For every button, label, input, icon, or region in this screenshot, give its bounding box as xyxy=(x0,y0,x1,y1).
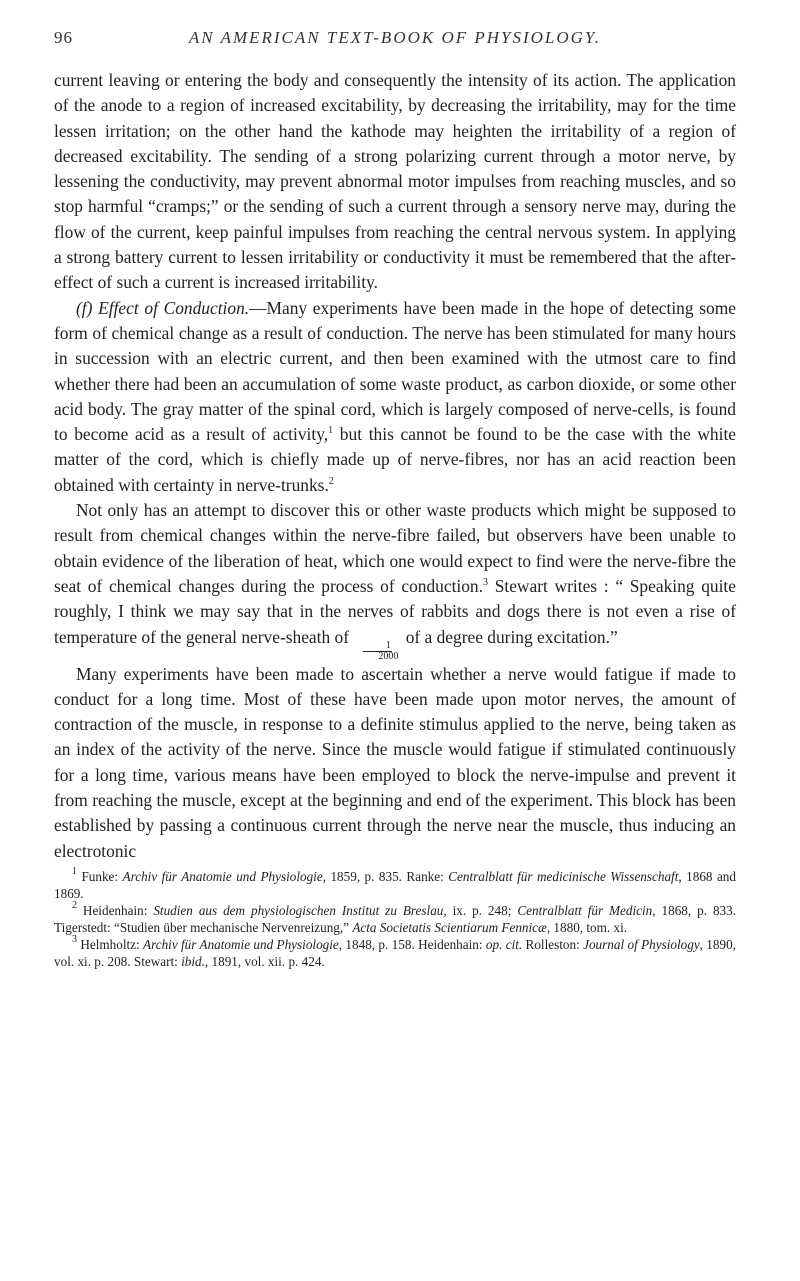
footnote-text: Helmholtz: xyxy=(77,936,144,952)
footnote-2 xyxy=(54,899,737,936)
page-number: 96 xyxy=(54,28,73,47)
paragraph-3 xyxy=(54,498,736,661)
footnote-citation: ibid. xyxy=(181,953,205,969)
paragraph-3-text-b: Stewart writes : “ Speaking quite roughly, I think we may say that in the nerves of rabbits and dogs there is not even a rise of temperature of the general nerve-sheath of xyxy=(54,575,736,647)
footnote-citation: Journal of Physiology xyxy=(583,936,700,952)
footnote-text: , 1891, vol. xii. p. 424. xyxy=(204,953,325,969)
footnote-text: , 1848, p. 158. Heidenhain: xyxy=(338,936,486,952)
running-title: AN AMERICAN TEXT-BOOK OF PHYSIOLOGY. xyxy=(188,28,602,47)
fraction-numerator: 1 xyxy=(363,641,392,652)
paragraph-3-text-c: of a degree during excitation.” xyxy=(401,626,618,647)
fraction xyxy=(356,641,398,662)
footnote-citation: Studien aus dem physiologischen Institut zu Breslau xyxy=(153,902,444,918)
footnote-text: , 1868, p. 833. Tigerstedt: “Studien über mechanische Nervenreizung,” xyxy=(54,902,737,935)
footnote-citation: Archiv für Anatomie und Physiologie xyxy=(122,868,323,884)
footnote-text: Heidenhain: xyxy=(77,902,154,918)
footnote-text: , ix. p. 248; xyxy=(443,902,518,918)
running-header xyxy=(54,28,736,48)
paragraph-2-text-a: —Many experiments have been made in the hope of detecting some form of chemical change as a result of conduction. The nerve has been stimulated for many hours in succession with an electric current, and then been examined with the utmost care to find whether there had been an accumulation of some waste product, as carbon dioxide, or some other acid body. The gray matter of the spinal cord, which is largely composed of nerve-cells, is found to become acid as a result of activity, xyxy=(54,297,736,445)
footnote-text: Funke: xyxy=(77,868,123,884)
paragraph-3-text-a: Not only has an attempt to discover this or other waste products which might be supposed to result from chemical changes within the nerve-fibre failed, but observers have been unable to obtain evidence of the liberation of heat, which one would expect to find were the nerve-fibre the seat of chemical changes during the process of conduction. xyxy=(54,500,736,596)
footnote-citation: op. cit. xyxy=(485,936,523,952)
footnote-mark: 2 xyxy=(72,899,77,911)
footnote-citation: Centralblatt für Medicin xyxy=(517,902,653,918)
paragraph-1: current leaving or entering the body and consequently the intensity of its action. The application of the anode to a region of increased excitability, by decreasing the irritability, may for the time lessen irritation; on the other hand the kathode may heighten the irritability of a region of decreased excitability. The sending of a strong polarizing current through a motor nerve, by lessening the conductivity, may prevent abnormal motor impulses from reaching muscles, and so stop harmful “cramps;” or the sending of such a current through a sensory nerve may, during the flow of the current, keep painful impulses from reaching the central nervous system. In applying a strong battery current to lessen irritability or conductivity it must be remembered that the after-effect of such a current is increased irritability. xyxy=(54,70,736,293)
footnote-mark: 1 xyxy=(72,865,77,877)
footnote-text: Rolleston: xyxy=(522,936,584,952)
footnote-ref-3: 3 xyxy=(482,576,488,588)
section-heading: (f) Effect of Conduction. xyxy=(76,297,250,318)
paragraph-4: Many experiments have been made to ascertain whether a nerve would fatigue if made to conduct for a long time. Most of these have been made upon motor nerves, the amount of contraction of the muscle, in response to a definite stimulus applied to the nerve, being taken as an index of the activity of the nerve. Since the muscle would fatigue if stimulated continuously for a long time, various means have been employed to block the nerve-impulse and prevent it from reaching the muscle, except at the beginning and end of the experiment. This block has been established by passing a continuous current through the nerve near the muscle, thus inducing an electrotonic xyxy=(54,663,736,861)
footnote-text: , 1859, p. 835. Ranke: xyxy=(322,868,449,884)
footnote-1 xyxy=(54,865,736,902)
footnote-citation: Acta Societatis Scientiarum Fennicæ xyxy=(352,919,547,935)
paragraph-2 xyxy=(54,296,736,498)
footnote-3 xyxy=(54,933,736,970)
footnote-ref-2: 2 xyxy=(328,475,334,487)
footnote-text: , 1890, vol. xi. p. 208. Stewart: xyxy=(54,936,736,969)
footnote-citation: Centralblatt für medicinische Wissenschaft xyxy=(448,868,679,884)
footnote-text: , 1880, tom. xi. xyxy=(546,919,628,935)
footnote-text: , 1868 and 1869. xyxy=(54,868,736,901)
fraction-denominator: 2000 xyxy=(378,650,399,662)
paragraph-2-text-b: but this cannot be found to be the case with the white matter of the cord, which is chiefly made up of nerve-fibres, nor has an acid reaction been obtained with certainty in nerve-trunks. xyxy=(54,424,736,495)
body-text xyxy=(54,68,736,864)
footnotes xyxy=(54,865,737,970)
footnote-mark: 3 xyxy=(72,933,77,945)
footnote-citation: Archiv für Anatomie und Physiologie xyxy=(143,936,339,952)
footnote-ref-1: 1 xyxy=(328,425,334,437)
